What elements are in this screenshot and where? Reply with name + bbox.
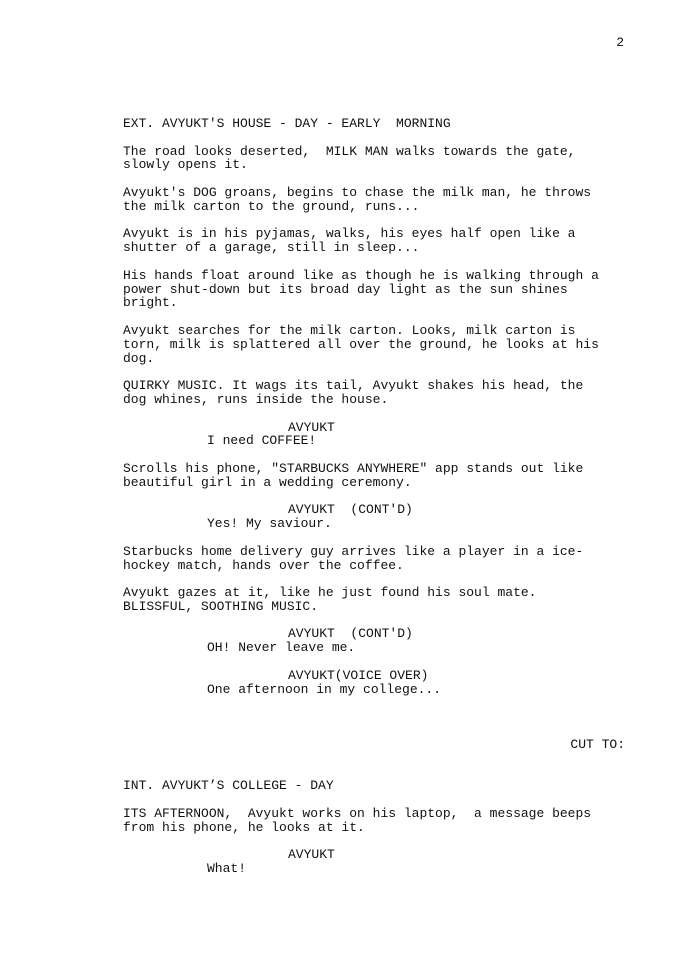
action-block: [123, 269, 633, 310]
transition-line: CUT TO:: [570, 736, 625, 752]
action-line: dog.: [123, 350, 155, 366]
scene-heading-line: EXT. AVYUKT'S HOUSE - DAY - EARLY MORNING: [123, 116, 451, 131]
action-line: slowly opens it.: [123, 157, 248, 173]
action-block: [123, 379, 633, 407]
action-block: [123, 186, 633, 214]
character-name: AVYUKT: [288, 419, 335, 435]
character-name: AVYUKT (CONT'D): [288, 502, 413, 518]
action-line: from his phone, he looks at it.: [123, 819, 365, 835]
action-line: The road looks deserted, MILK MAN walks towards the gate,: [123, 143, 576, 159]
dialogue-block: [123, 848, 633, 876]
action-block: [123, 324, 633, 365]
action-line: His hands float around like as though he is walking through a: [123, 267, 599, 283]
action-block: [123, 586, 633, 614]
action-line: Avyukt's DOG groans, begins to chase the milk man, he throws: [123, 184, 592, 200]
scene-heading-line: INT. AVYUKT’S COLLEGE - DAY: [123, 778, 334, 794]
action-block: [123, 227, 633, 255]
action-block: [123, 462, 633, 490]
action-line: Avyukt gazes at it, like he just found his soul mate.: [123, 585, 537, 601]
dialogue-block: [123, 421, 633, 449]
action-line: dog whines, runs inside the house.: [123, 391, 389, 407]
action-line: Avyukt is in his pyjamas, walks, his eyes half open like a: [123, 226, 576, 242]
scene-heading: [123, 117, 633, 131]
script-body: [123, 117, 633, 890]
action-block: [123, 807, 633, 835]
action-line: Avyukt searches for the milk carton. Looks, milk carton is: [123, 322, 576, 338]
action-line: torn, milk is splattered all over the ground, he looks at his: [123, 336, 599, 352]
dialogue-block: [123, 669, 633, 697]
action-line: shutter of a garage, still in sleep...: [123, 240, 420, 256]
dialogue-block: [123, 503, 633, 531]
dialogue-block: [123, 627, 633, 655]
action-line: hockey match, hands over the coffee.: [123, 557, 404, 573]
dialogue-line: What!: [207, 861, 247, 877]
action-block: [123, 545, 633, 573]
scene-heading: [123, 779, 633, 793]
action-line: bright.: [123, 295, 178, 311]
action-line: BLISSFUL, SOOTHING MUSIC.: [123, 598, 319, 614]
action-block: [123, 145, 633, 173]
transition: [123, 738, 633, 752]
action-line: beautiful girl in a wedding ceremony.: [123, 474, 412, 490]
character-name: AVYUKT: [288, 847, 335, 863]
dialogue-line: I need COFFEE!: [207, 433, 317, 449]
action-line: Starbucks home delivery guy arrives like a player in a ice-: [123, 543, 584, 559]
action-line: ITS AFTERNOON, Avyukt works on his laptop, a message beeps: [123, 805, 592, 821]
action-line: power shut-down but its broad day light as the sun shines: [123, 281, 568, 297]
dialogue-line: Yes! My saviour.: [207, 516, 332, 532]
character-name: AVYUKT(VOICE OVER): [288, 667, 429, 683]
character-name: AVYUKT (CONT'D): [288, 626, 413, 642]
page-number: 2: [616, 35, 624, 50]
action-line: QUIRKY MUSIC. It wags its tail, Avyukt shakes his head, the: [123, 378, 584, 394]
dialogue-line: One afternoon in my college...: [207, 681, 442, 697]
dialogue-line: OH! Never leave me.: [207, 640, 356, 656]
action-line: Scrolls his phone, "STARBUCKS ANYWHERE" app stands out like: [123, 460, 584, 476]
action-line: the milk carton to the ground, runs...: [123, 198, 420, 214]
spacer: [123, 710, 633, 738]
